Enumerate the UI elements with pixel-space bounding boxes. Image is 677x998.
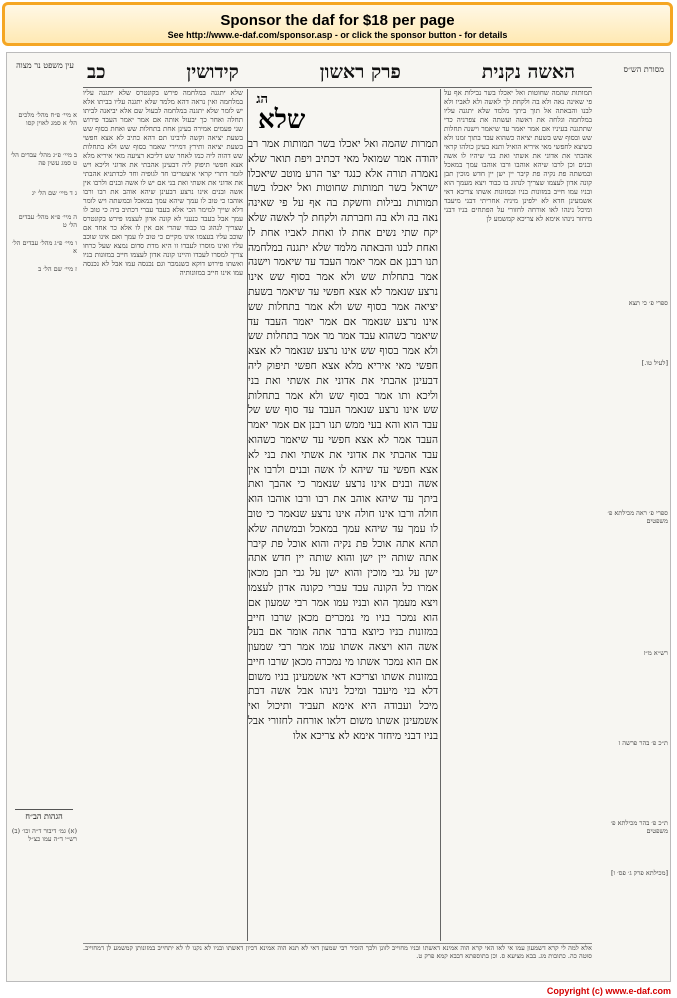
chapter-name: פרק ראשון	[319, 60, 401, 83]
sponsor-banner[interactable]	[2, 2, 673, 46]
ein-mishpat-entry: ה מיי׳ פ״א מהל׳ עבדים הל׳ ט	[18, 213, 77, 229]
margin-ref: ת״כ פ׳ בהר מכילתא פ׳ משפטים	[610, 819, 668, 835]
right-margin-title: מסורת הש״ס	[623, 65, 664, 74]
ein-mishpat-entry: א מיי׳ פ״ח מהל׳ מלכים הל׳ א סמג לאוין קסו	[18, 111, 77, 127]
rashi-commentary: תמותות שהמה שחוטות ואל יאכלו בשר נבילות אף על פי שאינה נאה ולא בה ולקחת לך לאשה ולא לאביו ולא לבנו והבאתה אל תוך ביתך מלמד שלא יתגנה עליו במלחמה וגלחה את ראשה ועשתה את צפרניה כדי שתתגנה בעיניו אם אמר יאמר עד שיאמר וישנה תחלות שש ובסוף שש בשעת יציאה כשהוא עבד בתוך זמנו ולא כשיצא לחפשי מאי איריא הואיל ותנא בעינן כולהו קראי אהבתי את אדוני את אשתי ואת בני שיהיו לו אשה ובנים וכן לרבו שיהא אוהבו ורבו אוהבו עמך במאכל ובמשתה פת נקיה פת קיבר יין ישן יין חדש מוכין תבן קונה אדון לעצמו שצריך לנהוג בו כבוד ויצא מעמך הוא ובניו עמו חייב במזונות בניו ובמזונות אשתו צריכא דאי אשמעינן חדא לא ילפינן מיניה אחריתי דבני מיעבד ומיכל נינהו לאו אורחה לחזורי על הפתחים בניו דבני מיחזר נינהו אימא לא צריכא קמשמע לן	[444, 89, 592, 223]
header-rule	[83, 87, 592, 88]
tosafot-commentary: שלא יתגנה במלחמה פירש בקונטרס שלא יתגנה עליו במלחמה ואין נראה דהא מלמד שלא יתגנה עליו בביתו אלא יש לומר שלא יתגנה במלחמה לבעול שם אלא יביאנה לביתו תחלה ואחר כך יבעול אותה אם אמר יאמר העבד פירוש שני פעמים אמירה בעינן אחת בתחלות שש ואחת בסוף שש בשעת יציאה וקשה לרבינו תם דהא כתיב לא אצא חפשי בשעת יציאה ותירץ דמיירי שאמר בסוף שש ולא בתחלות שש דהוה ליה כמו לאחר שש דליכא רציעה מאי איריא מלא אצא חפשי תיפוק ליה דבעינן אהבתי את אדוני וליכא ויש לומר דתרי קראי איצטריכו חד לגופיה וחד לכדתניא אהבתי את אדוני את אשתי ואת בני אם יש לו אשה ובנים ולרבו אין אשה ובנים אינו נרצע דבעינן שיהא אוהב את רבו ורבו אוהבו כי טוב לו עמך שיהא עמך במאכל ובמשתה ויש לומר דלא שייך למימר הכי אלא בעבד עברי דכתיב ביה כי טוב לו עמך אבל בעבד כנעני לא קונה אדון לעצמו פירש בקונטרס שצריך לנהוג בו כבוד שהרי אם אין לו אלא כר אחד אם שוכב עליו בעצמו אינו מקיים כי טוב לו עמך ואם אינו שוכב עליו ואינו מוסרו לעבדו זו היא מדת סדום נמצא שעל כרחו צריך למסרו לעבדו והיינו קונה אדון לעצמו חייב במזונות בניו ואשתו פירוש דוקא כשנמכר וגם נכנסה עמו אבל לא נכנסה עמו אינו חייב במזונותיה	[83, 89, 243, 277]
hagahot-title: הגהות הב״ח	[15, 809, 73, 821]
ein-mishpat-entry: ג ד מיי׳ שם הל׳ יג	[31, 189, 77, 197]
tractate-name: קידושין	[186, 60, 239, 83]
gemara-text: תמרות שהמה ואל יאכלו בשר תמותות אמר רב יהודה אמר שמואל מאי דכתיב ויפת תואר שלא נאמרה תורה אלא כנגד יצר הרע מוטב שיאכלו ישראל בשר תמותות שחוטות ואל יאכלו בשר תמותות נבילות וחשקת בה אף על פי שאינה נאה בה ולא בה וחברתה ולקחת לך לאשה שלא יקח שתי נשים אחת לו ואחת לאביו אחת לו ואחת לבנו והבאתה מלמד שלא יתגנה במלחמה תנו רבנן אם אמר יאמר העבד עד שיאמר וישנה אמר בתחלות שש ולא אמר בסוף שש אינו נרצע שנאמר לא אצא חפשי עד שיאמר בשעת יציאה אמר בסוף שש ולא אמר בתחלות שש אינו נרצע שנאמר אם אמר יאמר העבד עד שיאמר כשהוא עבד אמר מר אמר בתחלות שש ולא אמר בסוף שש אינו נרצע שנאמר לא אצא חפשי מאי איריא מלא אצא חפשי תיפוק ליה דבעינן אהבתי את אדוני את אשתי ואת בני וליכא ותו אמר בסוף שש ולא אמר בתחלות שש אינו נרצע שנאמר העבד עד סוף שש של עבד הוא והא בעי ממש תנו רבנן אם אמר יאמר העבד אמר לא אצא חפשי עד שיאמר כשהוא עבד אהבתי את אדוני את אשתי ואת בני לא אצא חפשי עד שיהא לו אשה ובנים ולרבו אין אשה ובנים אינו נרצע שנאמר כי אהבך ואת ביתך עד שיהא אוהב את רבו ורבו אוהבו הוא חולה ורבו אינו חולה אינו נרצע שנאמר כי טוב לו עמך עד שיהא עמך במאכל ובמשתה שלא תהא אתה אוכל פת נקיה והוא אוכל פת קיבר אתה שותה יין ישן והוא שותה יין חדש אתה ישן על גבי מוכין והוא ישן על גבי תבן מכאן אמרו כל הקונה עבד עברי כקונה אדון לעצמו ויצא מעמך הוא ובניו עמו אמר רבי שמעון אם הוא נמכר בניו מי נמכרים מכאן שרבו חייב במזונות בניו כיוצא בדבר אתה אומר אם בעל אשה הוא ויצאה אשתו עמו אמר רבי שמעון אם הוא נמכר אשתו מי נמכרה מכאן שרבו חייב במזונות אשתו וצריכא דאי אשמעינן בניו משום דלא בני מיעבד ומיכל נינהו אבל אשה דבת מיכל ועבודה היא אימא תעביד ותיכול ואי אשמעינן אשתו משום דלאו אורחה לחזורי אבל בניו דבני מיחזר אימא לא צריכא אלו	[248, 138, 438, 742]
margin-ref: [מכילתא פרק ג׳ פס׳ ו]	[611, 869, 668, 877]
column-divider-right	[440, 89, 441, 941]
margin-ref: ספרי פ׳ כי תצא	[628, 299, 668, 307]
ein-mishpat-entry: ו מיי׳ פ״ג מהל׳ עבדים הל׳ א	[12, 239, 77, 255]
page-header	[87, 59, 575, 85]
right-margin-references	[596, 89, 668, 939]
sponsor-banner-subtitle[interactable]: See http://www.e-daf.com/sponsor.asp - or click the sponsor button - for details	[167, 30, 508, 40]
ein-mishpat-entry: ז מיי׳ שם הל׳ ב	[38, 265, 77, 273]
bottom-commentary: אלא למה לי קרא דשמעון עמו אי לאו האי קרא הוה אמינא דאשתו ובניו מחוייב לזונן ולכך הזכיר רבי שמעון דאי לא תנא הוה אמינא דכיון דאשתו ובניו לא נקנו לו לא יתחייב במזונותן קמשמע לן דמחוייב. סוטה כה. כתובות מג. בבא מציעא ס. וכן בתוספתא דבבא קמא פרק ט.	[83, 943, 592, 978]
ein-mishpat-entry: ב מיי׳ פ״ג מהל׳ עבדים הל׳ ט סמג עשין פה	[10, 151, 77, 167]
page-number: כב	[87, 60, 106, 83]
margin-ref: [לעיל טו.]	[641, 359, 668, 367]
sponsor-banner-title[interactable]: Sponsor the daf for $18 per page	[220, 12, 455, 29]
margin-ref: ספרי פ׳ ראה מכילתא פ׳ משפטים	[607, 509, 668, 525]
daf-marker: הג	[256, 92, 268, 107]
left-margin-references	[9, 89, 79, 939]
margin-ref: רש״א מ״ז	[643, 649, 668, 657]
gemara-opening-word: שלא	[258, 105, 306, 135]
left-margin-title: עין משפט נר מצוה	[16, 61, 74, 70]
copyright-link[interactable]: Copyright (c) www.e-daf.com	[546, 986, 671, 996]
margin-ref: ת״כ פ׳ בהר פרשה ז	[618, 739, 668, 747]
talmud-page	[6, 52, 671, 982]
chapter-title: האשה נקנית	[481, 60, 575, 83]
hagahot-notes: (א) גמ׳ דיבור ד״ה וכו׳ (ב) רש״י ד״ה עמו כצ״ל	[11, 827, 77, 843]
